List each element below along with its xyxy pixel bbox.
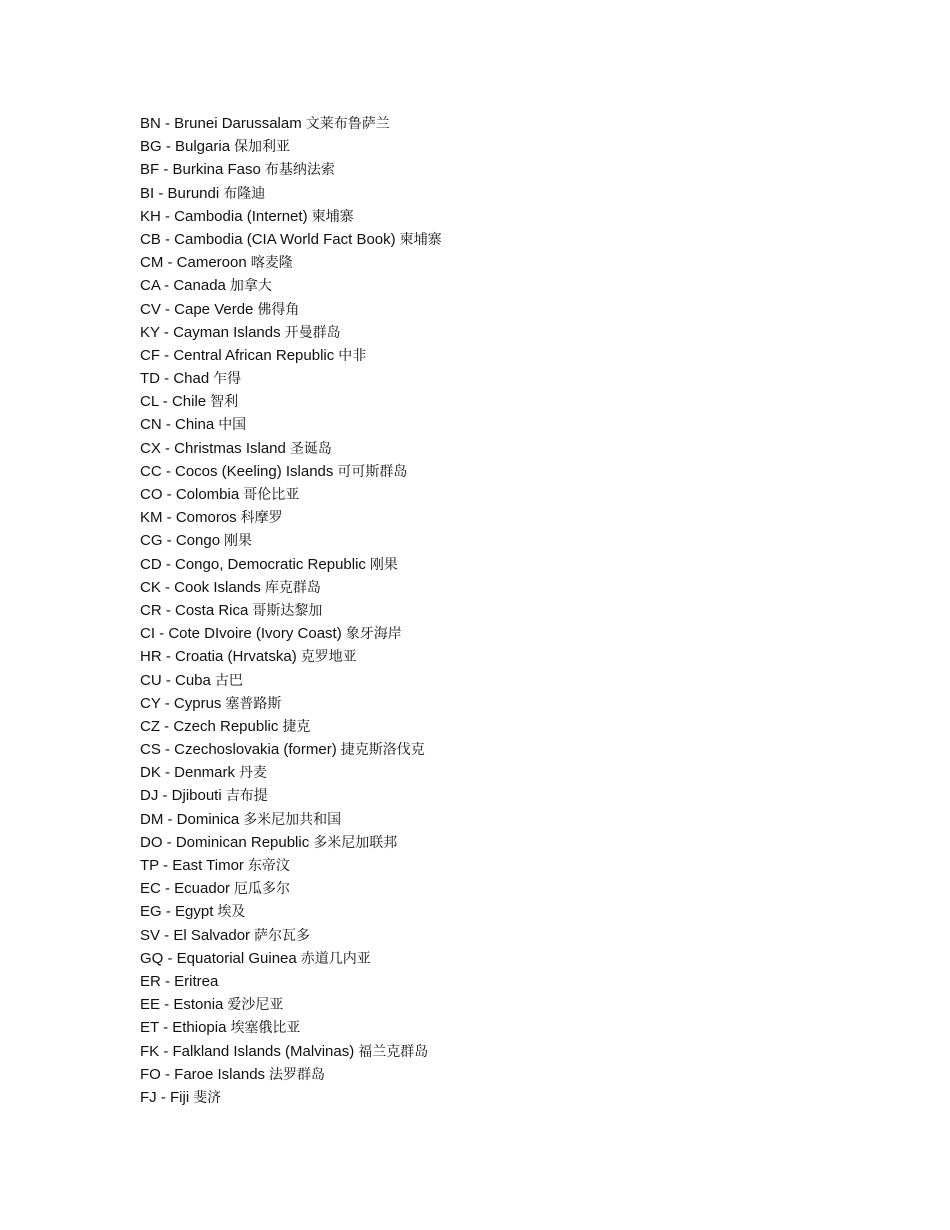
- country-code-name: CF - Central African Republic: [140, 346, 335, 364]
- country-chinese-name: 吉布提: [225, 788, 268, 805]
- country-chinese-name: 中国: [218, 417, 247, 434]
- country-code-name: CB - Cambodia (CIA World Fact Book): [140, 230, 396, 248]
- country-chinese-name: 佛得角: [257, 301, 300, 318]
- country-item: [140, 344, 442, 367]
- country-chinese-name: 布基纳法索: [264, 162, 335, 179]
- country-chinese-name: 爱沙尼亚: [227, 997, 284, 1014]
- country-chinese-name: 古巴: [214, 672, 243, 689]
- country-item: [140, 1086, 442, 1109]
- country-item: [140, 576, 442, 599]
- country-chinese-name: 圣诞岛: [289, 440, 332, 457]
- country-item: [140, 483, 442, 506]
- country-chinese-name: 克罗地亚: [300, 649, 357, 666]
- country-item: [140, 390, 442, 413]
- country-item: [140, 437, 442, 460]
- country-chinese-name: 丹麦: [239, 765, 268, 782]
- country-item: [140, 738, 442, 761]
- country-item: [140, 228, 442, 251]
- country-chinese-name: 库克群岛: [264, 579, 321, 596]
- country-code-name: KH - Cambodia (Internet): [140, 207, 308, 225]
- country-chinese-name: 福兰克群岛: [358, 1043, 429, 1060]
- country-item: [140, 298, 442, 321]
- country-item: [140, 460, 442, 483]
- country-code-name: CL - Chile: [140, 393, 207, 411]
- country-code-list: [140, 112, 442, 1109]
- country-item: [140, 715, 442, 738]
- country-code-name: KM - Comoros: [140, 509, 237, 527]
- country-chinese-name: 塞普路斯: [225, 695, 282, 712]
- country-item: [140, 761, 442, 784]
- country-item: [140, 1040, 442, 1063]
- country-item: [140, 993, 442, 1016]
- country-code-name: CM - Cameroon: [140, 254, 247, 272]
- country-item: [140, 854, 442, 877]
- country-chinese-name: 哥斯达黎加: [252, 602, 323, 619]
- country-code-name: CD - Congo, Democratic Republic: [140, 555, 366, 573]
- country-code-name: DO - Dominican Republic: [140, 833, 310, 851]
- country-chinese-name: 刚果: [224, 533, 253, 550]
- country-item: [140, 599, 442, 622]
- country-code-name: CR - Costa Rica: [140, 601, 249, 619]
- country-code-name: BN - Brunei Darussalam: [140, 115, 302, 132]
- country-code-name: SV - El Salvador: [140, 926, 251, 944]
- country-code-name: FJ - Fiji: [140, 1088, 190, 1106]
- country-chinese-name: 中非: [338, 347, 367, 364]
- country-chinese-name: 厄瓜多尔: [234, 881, 291, 898]
- country-code-name: ET - Ethiopia: [140, 1019, 227, 1037]
- country-item: [140, 321, 442, 344]
- country-code-name: TP - East Timor: [140, 857, 244, 874]
- country-chinese-name: 加拿大: [229, 278, 272, 295]
- country-code-name: ER - Eritrea: [140, 972, 219, 990]
- country-code-name: BI - Burundi: [140, 184, 220, 202]
- country-chinese-name: 斐济: [193, 1089, 222, 1106]
- country-item: [140, 900, 442, 923]
- country-chinese-name: 柬埔寨: [311, 208, 354, 225]
- country-chinese-name: 埃塞俄比亚: [230, 1020, 301, 1037]
- country-chinese-name: 赤道几内亚: [300, 950, 371, 967]
- country-chinese-name: 刚果: [369, 556, 398, 573]
- country-item: [140, 413, 442, 436]
- country-chinese-name: 布隆迪: [223, 185, 266, 202]
- country-chinese-name: 捷克: [282, 718, 311, 735]
- country-item: [140, 529, 442, 552]
- country-code-name: EE - Estonia: [140, 996, 224, 1014]
- country-chinese-name: 东帝汶: [247, 858, 290, 874]
- country-chinese-name: 乍得: [213, 371, 242, 388]
- country-code-name: HR - Croatia (Hrvatska): [140, 648, 297, 666]
- country-item: [140, 367, 442, 390]
- country-item: [140, 784, 442, 807]
- country-chinese-name: 多米尼加共和国: [243, 811, 342, 828]
- country-code-name: BF - Burkina Faso: [140, 161, 261, 179]
- country-chinese-name: 象牙海岸: [345, 626, 402, 643]
- country-code-name: EG - Egypt: [140, 903, 214, 921]
- country-item: [140, 112, 442, 135]
- country-item: [140, 831, 442, 854]
- country-code-name: GQ - Equatorial Guinea: [140, 949, 297, 967]
- country-code-name: EC - Ecuador: [140, 880, 231, 898]
- country-item: [140, 1016, 442, 1039]
- country-item: [140, 947, 442, 970]
- country-code-name: FO - Faroe Islands: [140, 1065, 266, 1083]
- country-item: [140, 135, 442, 158]
- country-code-name: CC - Cocos (Keeling) Islands: [140, 462, 334, 480]
- country-code-name: CY - Cyprus: [140, 694, 222, 712]
- country-chinese-name: 智利: [210, 394, 239, 411]
- country-item: [140, 808, 442, 831]
- country-code-name: CK - Cook Islands: [140, 578, 261, 596]
- country-item: [140, 158, 442, 181]
- country-item: [140, 877, 442, 900]
- country-item: [140, 506, 442, 529]
- country-item: [140, 645, 442, 668]
- country-code-name: CG - Congo: [140, 532, 221, 550]
- country-chinese-name: 保加利亚: [234, 139, 291, 156]
- country-chinese-name: 科摩罗: [240, 510, 283, 527]
- country-code-name: FK - Falkland Islands (Malvinas): [140, 1042, 355, 1060]
- country-code-name: DM - Dominica: [140, 810, 240, 828]
- country-code-name: CU - Cuba: [140, 671, 211, 689]
- country-chinese-name: 捷克斯洛伐克: [340, 742, 425, 759]
- country-item: [140, 622, 442, 645]
- country-chinese-name: 文莱布鲁萨兰: [305, 116, 390, 132]
- country-item: [140, 1063, 442, 1086]
- country-code-name: TD - Chad: [140, 370, 210, 388]
- country-code-name: CX - Christmas Island: [140, 439, 286, 457]
- country-code-name: DJ - Djibouti: [140, 787, 222, 805]
- country-code-name: DK - Denmark: [140, 764, 236, 782]
- country-chinese-name: 多米尼加联邦: [313, 834, 398, 851]
- country-chinese-name: 哥伦比亚: [243, 487, 300, 503]
- country-code-name: BG - Bulgaria: [140, 138, 231, 156]
- country-code-name: CV - Cape Verde: [140, 300, 254, 318]
- country-code-name: CO - Colombia: [140, 486, 240, 503]
- country-item: [140, 669, 442, 692]
- country-item: [140, 205, 442, 228]
- country-code-name: CI - Cote DIvoire (Ivory Coast): [140, 625, 342, 643]
- country-code-name: CN - China: [140, 416, 215, 434]
- country-chinese-name: 开曼群岛: [284, 324, 341, 341]
- country-chinese-name: 柬埔寨: [399, 231, 442, 248]
- country-chinese-name: 法罗群岛: [269, 1066, 326, 1083]
- country-chinese-name: 可可斯群岛: [337, 463, 408, 480]
- country-item: [140, 274, 442, 297]
- country-item: [140, 251, 442, 274]
- country-item: [140, 970, 442, 993]
- country-chinese-name: 萨尔瓦多: [254, 927, 311, 944]
- country-code-name: CA - Canada: [140, 277, 226, 295]
- country-code-name: CS - Czechoslovakia (former): [140, 741, 337, 759]
- country-item: [140, 692, 442, 715]
- country-chinese-name: 喀麦隆: [250, 255, 293, 272]
- country-chinese-name: 埃及: [217, 904, 246, 921]
- country-item: [140, 553, 442, 576]
- country-item: [140, 182, 442, 205]
- country-code-name: CZ - Czech Republic: [140, 717, 279, 735]
- country-code-name: KY - Cayman Islands: [140, 323, 281, 341]
- country-item: [140, 924, 442, 947]
